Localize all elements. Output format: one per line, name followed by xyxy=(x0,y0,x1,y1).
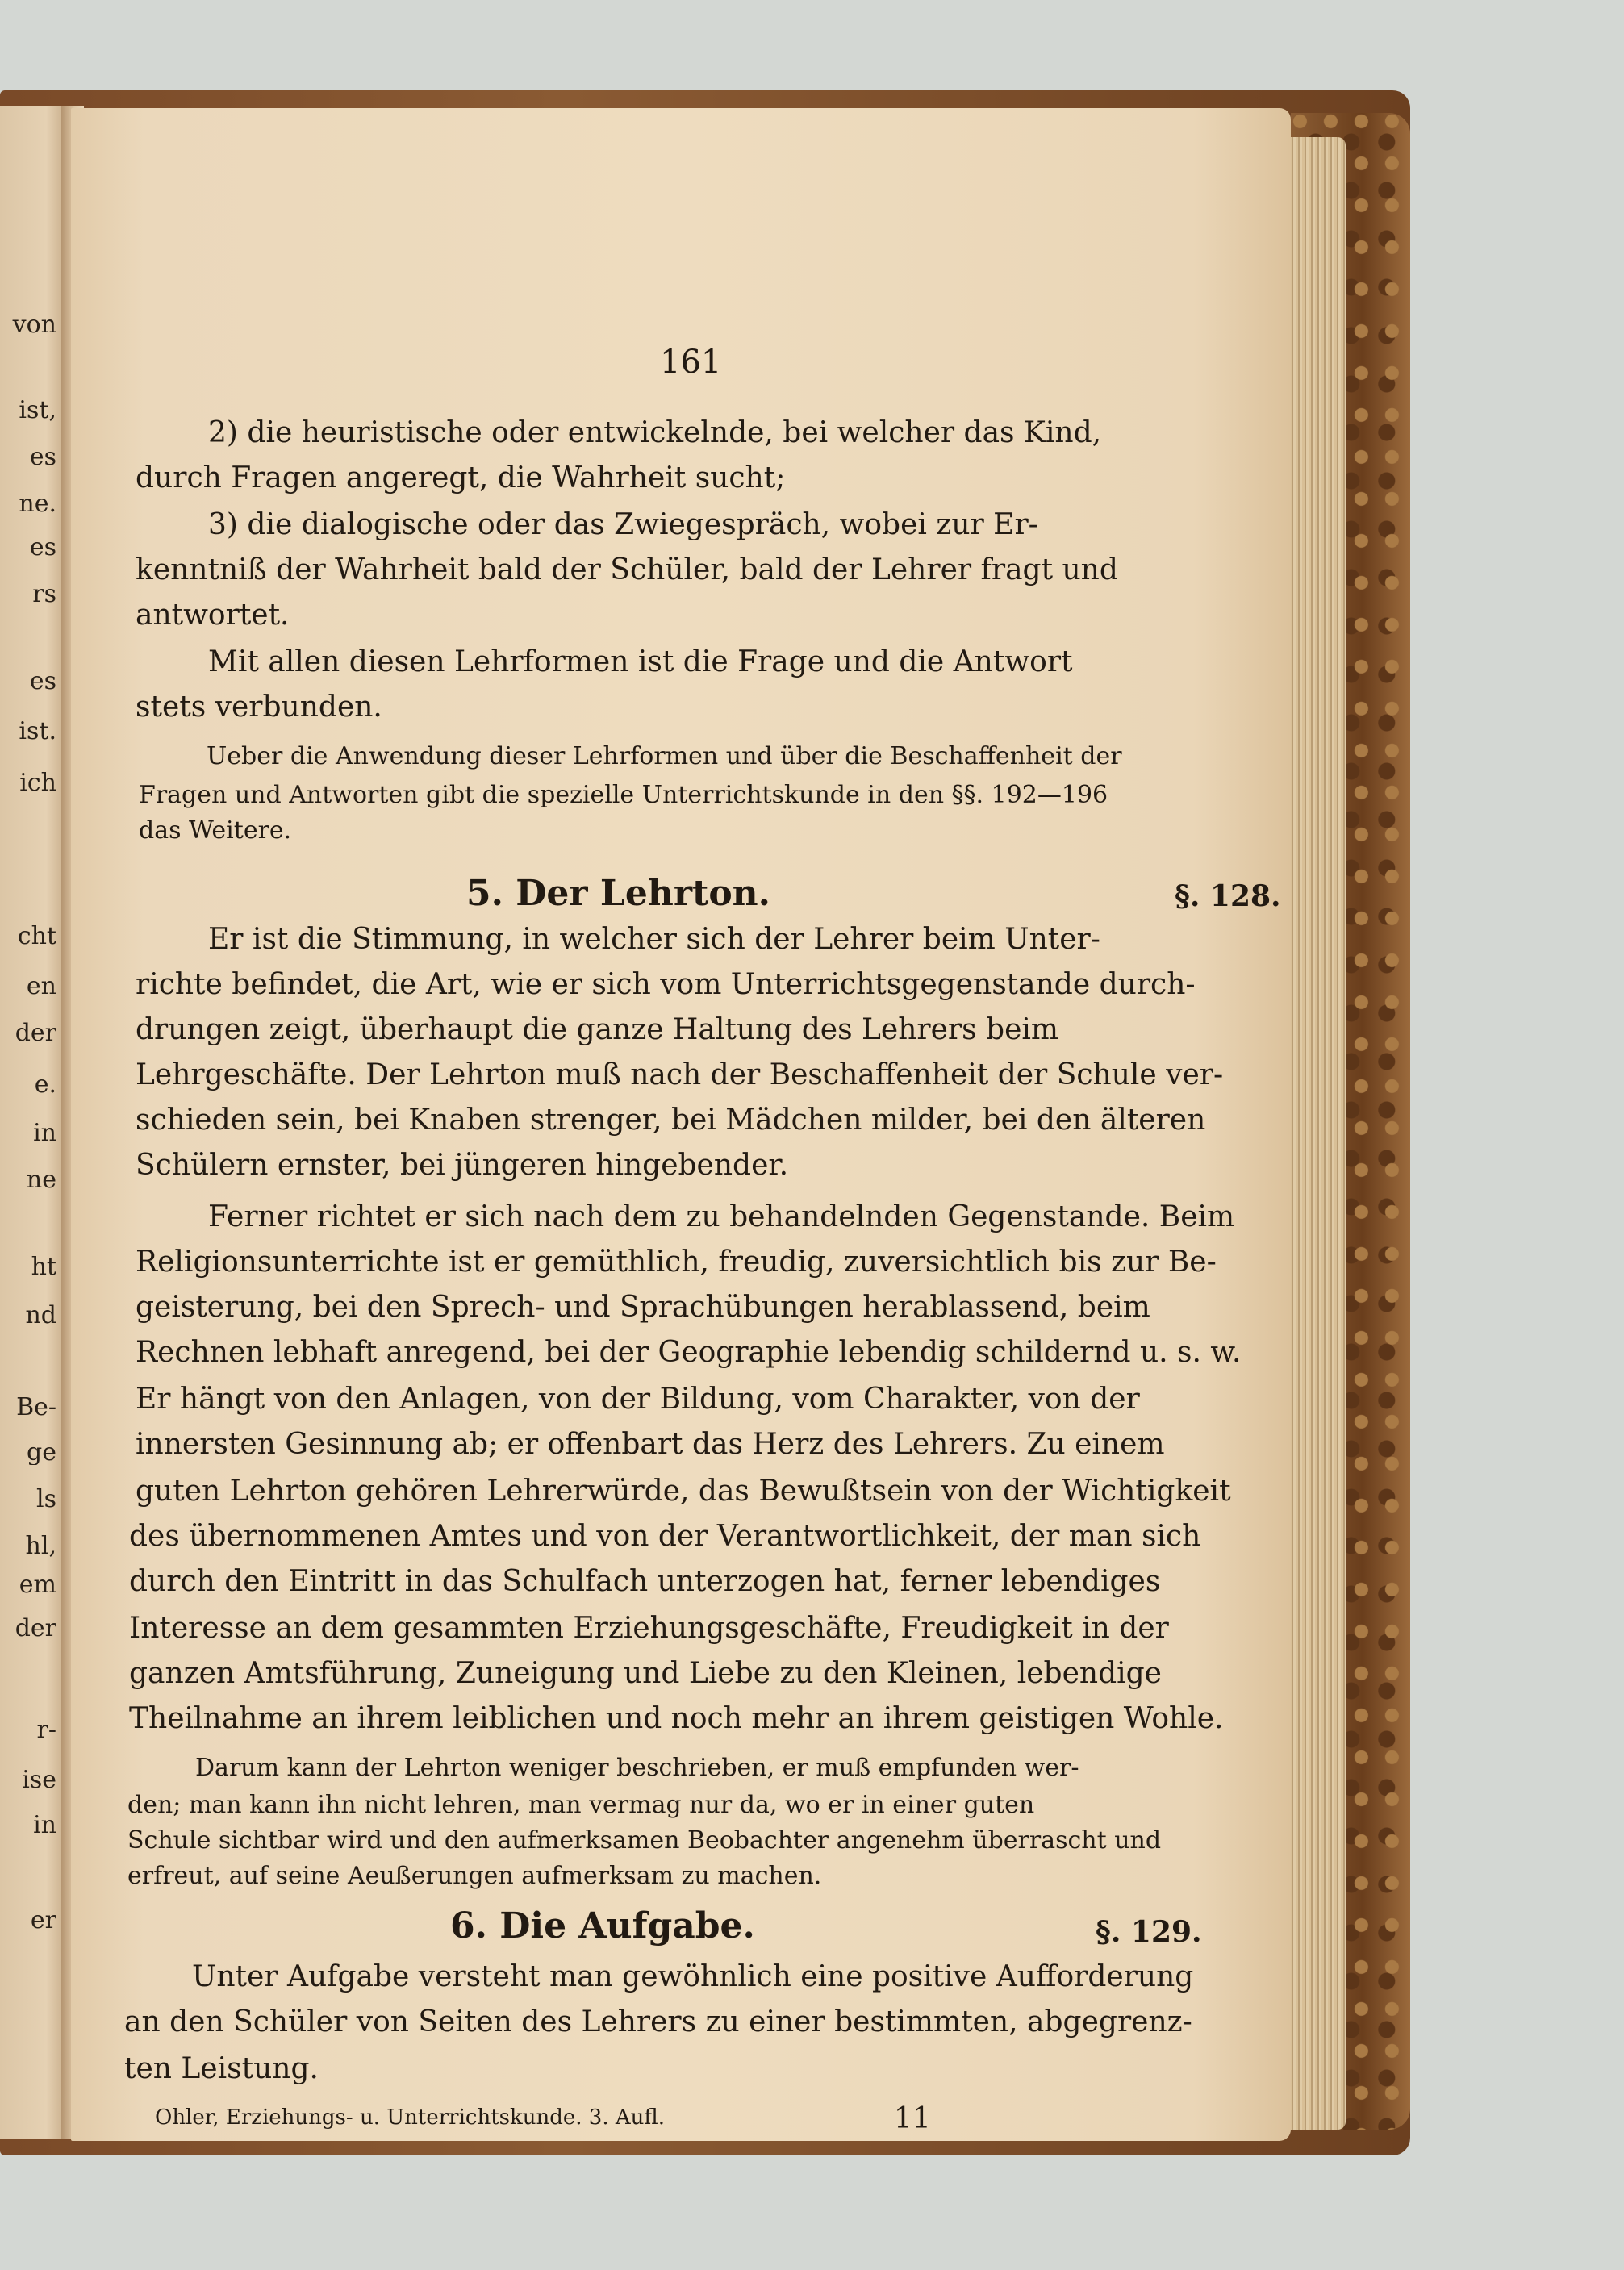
text-line: schieden sein, bei Knaben strenger, bei Mädchen milder, bei den älteren xyxy=(136,1104,1206,1137)
note-line: erfreut, auf seine Aeußerungen aufmerksam zu machen. xyxy=(127,1862,822,1890)
left-margin-fragment: rs xyxy=(32,582,56,607)
text-line: drungen zeigt, überhaupt die ganze Haltung des Lehrers beim xyxy=(136,1013,1059,1046)
page-stack xyxy=(1283,137,1346,2130)
text-line: durch Fragen angeregt, die Wahrheit sucht; xyxy=(136,461,786,494)
left-margin-fragment: es xyxy=(29,670,56,694)
text-line: ganzen Amtsführung, Zuneigung und Liebe zu den Kleinen, lebendige xyxy=(129,1657,1162,1690)
text-line: stets verbunden. xyxy=(136,691,382,724)
left-margin-fragment: ne. xyxy=(19,492,56,516)
left-margin-fragment: ls xyxy=(36,1488,56,1512)
text-line: an den Schüler von Seiten des Lehrers zu einer bestimmten, abgegrenz- xyxy=(124,2005,1192,2038)
left-margin-fragment: r- xyxy=(36,1718,56,1742)
note-line: das Weitere. xyxy=(139,816,292,845)
left-margin-fragment: es xyxy=(29,536,56,560)
signature-mark: 11 xyxy=(894,2102,931,2135)
left-margin-fragment: nd xyxy=(25,1304,56,1328)
text-line: des übernommenen Amtes und von der Verantwortlichkeit, der man sich xyxy=(129,1520,1201,1553)
text-line: Mit allen diesen Lehrformen ist die Frage und die Antwort xyxy=(208,645,1073,678)
text-line: guten Lehrton gehören Lehrerwürde, das Bewußtsein von der Wichtigkeit xyxy=(136,1475,1231,1508)
book-footer: Ohler, Erziehungs- u. Unterrichtskunde. 3. Aufl. xyxy=(155,2105,665,2130)
left-margin-fragment: ist. xyxy=(19,720,56,744)
left-margin-fragment: e. xyxy=(34,1073,56,1097)
text-line: 2) die heuristische oder entwickelnde, bei welcher das Kind, xyxy=(208,416,1102,449)
text-line: 3) die dialogische oder das Zwiegespräch, wobei zur Er- xyxy=(208,508,1038,541)
section-heading: 6. Die Aufgabe. xyxy=(450,1905,755,1947)
note-line: Darum kann der Lehrton weniger beschrieben, er muß empfunden wer- xyxy=(195,1754,1079,1782)
left-margin-fragment: ht xyxy=(31,1255,56,1279)
left-margin-fragment: Be- xyxy=(16,1396,56,1420)
left-margin-fragment: en xyxy=(26,974,56,999)
text-line: Er hängt von den Anlagen, von der Bildung, vom Charakter, von der xyxy=(136,1383,1140,1416)
text-line: Ferner richtet er sich nach dem zu behandelnden Gegenstande. Beim xyxy=(208,1200,1235,1233)
text-line: innersten Gesinnung ab; er offenbart das Herz des Lehrers. Zu einem xyxy=(136,1428,1165,1461)
section-number: §. 128. xyxy=(1175,879,1281,913)
text-line: durch den Eintritt in das Schulfach unterzogen hat, ferner lebendiges xyxy=(129,1565,1161,1598)
text-line: Unter Aufgabe versteht man gewöhnlich eine positive Aufforderung xyxy=(192,1960,1194,1993)
left-margin-fragment: ge xyxy=(27,1441,56,1465)
left-margin-fragment: ich xyxy=(19,771,56,795)
note-line: Ueber die Anwendung dieser Lehrformen und über die Beschaffenheit der xyxy=(207,742,1122,770)
text-line: Rechnen lebhaft anregend, bei der Geographie lebendig schildernd u. s. w. xyxy=(136,1336,1242,1369)
section-heading: 5. Der Lehrton. xyxy=(466,873,770,914)
left-margin-fragment: cht xyxy=(17,924,56,949)
note-line: den; man kann ihn nicht lehren, man vermag nur da, wo er in einer guten xyxy=(127,1791,1035,1819)
note-line: Schule sichtbar wird und den aufmerksamen Beobachter angenehm überrascht und xyxy=(127,1826,1162,1855)
left-margin-fragment: in xyxy=(33,1121,56,1145)
page xyxy=(71,108,1291,2141)
text-line: Schülern ernster, bei jüngeren hingebender. xyxy=(136,1149,789,1182)
page-number: 161 xyxy=(660,344,722,381)
left-margin-fragment: ist, xyxy=(19,399,56,423)
left-margin-fragment: hl, xyxy=(25,1534,56,1559)
left-margin-fragment: der xyxy=(15,1617,56,1641)
left-margin-fragment: es xyxy=(29,445,56,469)
text-line: Er ist die Stimmung, in welcher sich der Lehrer beim Unter- xyxy=(208,923,1100,956)
text-line: antwortet. xyxy=(136,599,290,632)
text-line: Theilnahme an ihrem leiblichen und noch mehr an ihrem geistigen Wohle. xyxy=(129,1702,1224,1735)
text-line: richte befindet, die Art, wie er sich vom Unterrichtsgegenstande durch- xyxy=(136,968,1196,1001)
left-margin-fragment: em xyxy=(19,1573,56,1597)
text-line: Religionsunterrichte ist er gemüthlich, freudig, zuversichtlich bis zur Be- xyxy=(136,1246,1217,1279)
left-page-sliver xyxy=(0,106,66,2139)
section-number: §. 129. xyxy=(1096,1915,1202,1949)
left-margin-fragment: ne xyxy=(26,1168,56,1192)
left-margin-fragment: von xyxy=(12,313,56,337)
text-line: ten Leistung. xyxy=(124,2052,319,2085)
left-margin-fragment: in xyxy=(33,1813,56,1838)
left-margin-fragment: der xyxy=(15,1021,56,1045)
text-line: Interesse an dem gesammten Erziehungsgeschäfte, Freudigkeit in der xyxy=(129,1612,1169,1645)
left-margin-fragment: er xyxy=(30,1909,56,1933)
text-line: Lehrgeschäfte. Der Lehrton muß nach der Beschaffenheit der Schule ver- xyxy=(136,1058,1224,1091)
text-line: kenntniß der Wahrheit bald der Schüler, bald der Lehrer fragt und xyxy=(136,553,1118,586)
text-line: geisterung, bei den Sprech- und Sprachübungen herablassend, beim xyxy=(136,1291,1150,1324)
note-line: Fragen und Antworten gibt die spezielle Unterrichtskunde in den §§. 192—196 xyxy=(139,781,1108,809)
left-margin-fragment: ise xyxy=(22,1768,56,1792)
